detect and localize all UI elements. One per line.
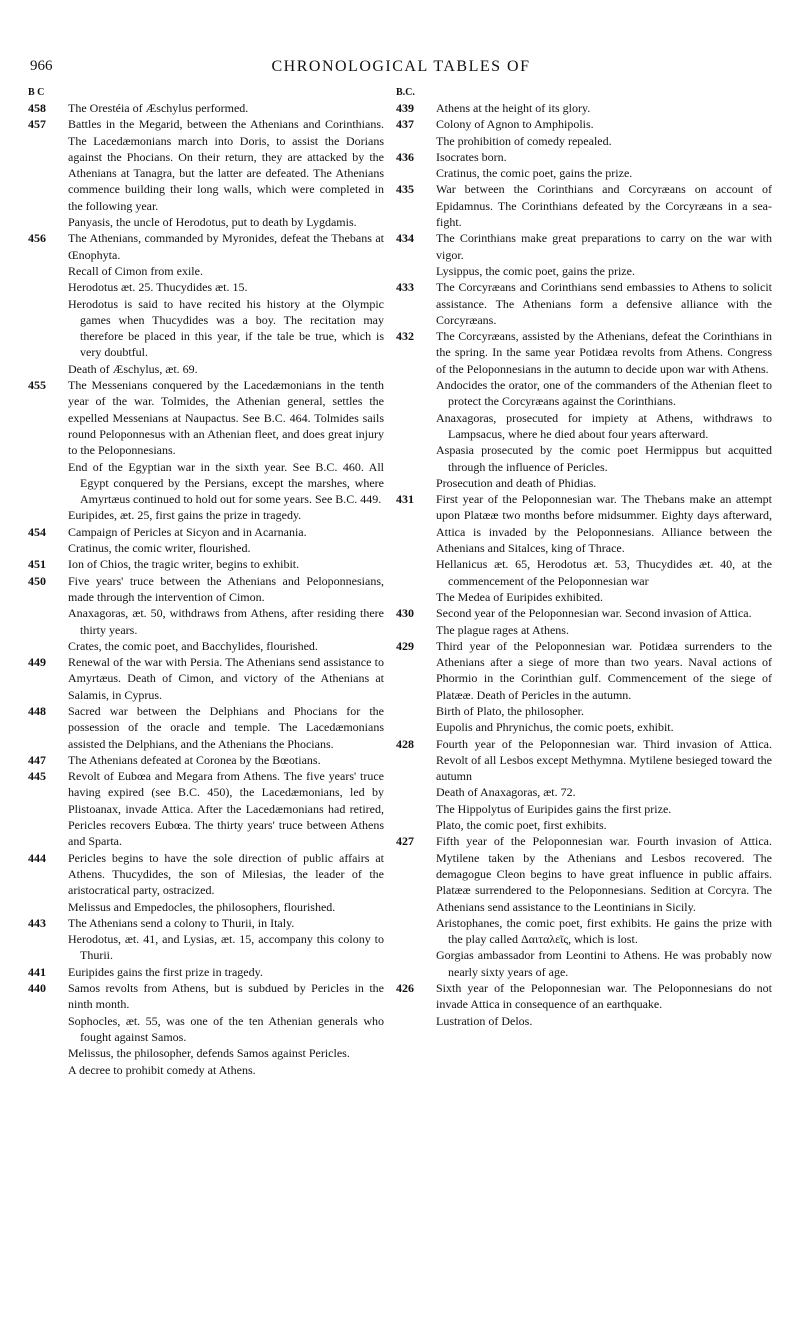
- entry-year: 431: [396, 492, 414, 507]
- entry-text: Revolt of Eubœa and Megara from Athens. The five years' truce having expired (see B.C. 450), the Lacedæmonians, led by Plistoanax, invade Attica. After the Lacedæmonians had retired, Pericles recovers Eubœa. The thirty years' truce between Athens and Sparta.: [68, 769, 384, 849]
- entry-year: 427: [396, 834, 414, 849]
- running-title: CHRONOLOGICAL TABLES OF: [271, 58, 531, 75]
- entry-subline: Cratinus, the comic writer, flourished.: [68, 541, 251, 556]
- entry-year: 455: [28, 378, 46, 393]
- entry-text: Five years' truce between the Athenians and Peloponnesians, made through the intervention of Cimon.: [68, 573, 384, 604]
- entry-year: 450: [28, 573, 46, 588]
- entry-subline: Melissus, the philosopher, defends Samos against Pericles.: [68, 1046, 350, 1061]
- entry-text: Battles in the Megarid, between the Athenians and Corinthians. The Lacedæmonians march into Doris, to assist the Dorians against the Phocians. On their return, they are attacked by the Athenians at Tanagra, but the latter are defeated. The Athenians commence building their long walls, which were completed in the following year.: [68, 117, 384, 213]
- entry-subline: Aristophanes, the comic poet, first exhibits. He gains the prize with the play called Δαιταλεῖς, which is lost.: [436, 915, 772, 947]
- chronology-entry: [28, 100, 384, 116]
- entry-year: 451: [28, 557, 46, 572]
- entry-text: The Athenians, commanded by Myronides, defeat the Thebans at Œnophyta.: [68, 231, 384, 262]
- entry-text: Isocrates born.: [436, 149, 507, 164]
- entry-year: 435: [396, 182, 414, 197]
- entry-year: 428: [396, 736, 414, 751]
- entry-text: The Orestéia of Æschylus performed.: [68, 101, 249, 115]
- chronology-entry: [28, 768, 384, 849]
- entry-text: Sacred war between the Delphians and Phocians for the possession of the oracle and temple. The Lacedæmonians assisted the Delphians, and the Athenians the Phocians.: [68, 703, 384, 751]
- chronology-entry: [28, 524, 384, 557]
- entry-text: Renewal of the war with Persia. The Athenians send assistance to Amyrtæus. Death of Cimon, and victory of the Athenians at Salamis, in Cyprus.: [68, 655, 384, 702]
- entry-text: The Athenians send a colony to Thurii, in Italy.: [68, 915, 295, 930]
- entry-year: 440: [28, 981, 46, 996]
- entry-text: The Corinthians make great preparations to carry on the war with vigor.: [436, 231, 772, 262]
- entry-year: 443: [28, 915, 46, 930]
- entry-year: 433: [396, 280, 414, 295]
- entry-subline: Birth of Plato, the philosopher.: [436, 703, 584, 718]
- entry-subline: Herodotus, æt. 41, and Lysias, æt. 15, accompany this colony to Thurii.: [68, 932, 384, 963]
- entry-year: 447: [28, 752, 46, 767]
- chronology-entry: [28, 573, 384, 654]
- entry-subline: Gorgias ambassador from Leontini to Athens. He was probably now nearly sixty years of age.: [436, 948, 772, 979]
- entry-year: 426: [396, 981, 414, 996]
- entry-subline: The plague rages at Athens.: [436, 622, 569, 637]
- entry-text: Samos revolts from Athens, but is subdued by Pericles in the ninth month.: [68, 981, 384, 1012]
- chronology-entry: [28, 230, 384, 377]
- chronology-entry: [28, 556, 384, 572]
- chronology-entry: [28, 915, 384, 964]
- left-entries: [28, 100, 384, 1078]
- entry-year: 458: [28, 101, 46, 115]
- entry-subline: End of the Egyptian war in the sixth year. See B.C. 460. All Egypt conquered by the Persians, except the marshes, where Amyrtæus continued to hold out for some years. See B.C. 449.: [68, 459, 384, 507]
- entry-subline: Anaxagoras, æt. 50, withdraws from Athens, after residing there thirty years.: [68, 606, 384, 637]
- entry-subline: Melissus and Empedocles, the philosophers, flourished.: [68, 899, 336, 914]
- right-column: [396, 86, 772, 1029]
- chronology-entry: [28, 980, 384, 1078]
- entry-subline: Eupolis and Phrynichus, the comic poets, exhibit.: [436, 720, 674, 735]
- entry-subline: Recall of Cimon from exile.: [68, 263, 203, 278]
- left-column-heading: B C: [28, 87, 45, 98]
- entry-text: The Athenians defeated at Coronea by the Bœotians.: [68, 752, 321, 767]
- entry-subline: Euripides, æt. 25, first gains the prize in tragedy.: [68, 508, 302, 523]
- entry-year: 436: [396, 149, 414, 164]
- entry-text: The Corcyræans, assisted by the Athenians, defeat the Corinthians in the spring. In the same year Potidæa revolts from Athens. Congress of the Peloponnesians in the autumn to decide upon war with Athens.: [436, 329, 772, 376]
- entry-text: Second year of the Peloponnesian war. Second invasion of Attica.: [436, 606, 752, 621]
- entry-year: 429: [396, 638, 414, 653]
- chronology-entry: [396, 833, 772, 980]
- entry-subline: A decree to prohibit comedy at Athens.: [68, 1062, 256, 1077]
- left-column: [28, 86, 384, 1078]
- chronology-entry: [396, 100, 772, 116]
- entry-year: 439: [396, 101, 414, 115]
- chronology-entry: [28, 850, 384, 915]
- entry-text: Athens at the height of its glory.: [436, 101, 591, 115]
- entry-subline: Cratinus, the comic poet, gains the prize.: [436, 166, 633, 181]
- entry-year: 454: [28, 524, 46, 539]
- entry-subline: Hellanicus æt. 65, Herodotus æt. 53, Thucydides æt. 40, at the commencement of the Peloponnesian war: [436, 557, 772, 588]
- entry-year: 441: [28, 964, 46, 979]
- entry-subline: Death of Æschylus, æt. 69.: [68, 361, 198, 376]
- entry-subline: Crates, the comic poet, and Bacchylides, flourished.: [68, 638, 318, 653]
- chronology-entry: [396, 980, 772, 1029]
- chronology-entry: [28, 654, 384, 703]
- entry-text: First year of the Peloponnesian war. The Thebans make an attempt upon Platææ two months before midsummer. Eighty days afterward, Attica is invaded by the Peloponnesians. Alliance between the Athenians and Sitalces, king of Thrace.: [436, 492, 772, 556]
- entry-year: 432: [396, 329, 414, 344]
- entry-subline: Plato, the comic poet, first exhibits.: [436, 818, 607, 833]
- entry-subline: Herodotus is said to have recited his history at the Olympic games when Thucydides was a boy. The recitation may therefore be placed in this year, if the tale be true, which is very doubtful.: [68, 296, 384, 360]
- entry-text: Fourth year of the Peloponnesian war. Third invasion of Attica. Revolt of all Lesbos except Methymna. Mytilene besieged toward the autumn: [436, 736, 772, 784]
- chronology-entry: [28, 703, 384, 752]
- entry-text: Pericles begins to have the sole direction of public affairs at Athens. Thucydides, the son of Milesias, the leader of the aristocratical party, ostracized.: [68, 850, 384, 898]
- page-header: [30, 58, 772, 82]
- right-column-heading: B.C.: [396, 87, 415, 98]
- entry-text: Third year of the Peloponnesian war. Potidæa surrenders to the Athenians after a siege of more than two years. Naval actions of Phormio in the Corinthian gulf. Commencement of the siege of Platææ. Death of Pericles in the autumn.: [436, 638, 772, 702]
- chronology-entry: [396, 116, 772, 149]
- entry-year: 445: [28, 769, 46, 784]
- chronology-entry: [396, 328, 772, 491]
- entry-year: 437: [396, 117, 414, 132]
- entry-text: Ion of Chios, the tragic writer, begins to exhibit.: [68, 557, 300, 572]
- entry-text: Campaign of Pericles at Sicyon and in Acarnania.: [68, 524, 307, 539]
- entry-subline: Panyasis, the uncle of Herodotus, put to death by Lygdamis.: [68, 215, 357, 230]
- entry-year: 444: [28, 850, 46, 865]
- chronology-entry: [396, 736, 772, 834]
- entry-year: 449: [28, 655, 46, 670]
- chronology-entry: [396, 149, 772, 182]
- entry-text: The Corcyræans and Corinthians send embassies to Athens to solicit assistance. The Athenians form a defensive alliance with the Corcyræans.: [436, 280, 772, 327]
- entry-year: 434: [396, 231, 414, 246]
- chronology-entry: [396, 279, 772, 328]
- chronology-entry: [396, 605, 772, 638]
- entry-year: 457: [28, 117, 46, 132]
- entry-text: Fifth year of the Peloponnesian war. Fourth invasion of Attica. Mytilene taken by the Athenians and Lesbos recovered. The demagogue Cleon begins to have great influence in public affairs. Platææ surrendered to the Peloponnesians. Sedition at Corcyra. The Athenians send assistance to the Leontinians in Sicily.: [436, 834, 772, 914]
- entry-subline: Lysippus, the comic poet, gains the prize.: [436, 263, 635, 278]
- entry-text: The Messenians conquered by the Lacedæmonians in the tenth year of the war. Tolmides, the Athenian general, settles the expelled Messenians at Naupactus. See B.C. 464. Tolmides sails round Peloponnesus with an Athenian fleet, and does great injury to the Peloponnesians.: [68, 378, 384, 458]
- entry-text: Sixth year of the Peloponnesian war. The Peloponnesians do not invade Attica in consequence of an earthquake.: [436, 981, 772, 1012]
- chronology-entry: [28, 377, 384, 524]
- entry-subline: Prosecution and death of Phidias.: [436, 475, 597, 490]
- chronology-entry: [28, 116, 384, 230]
- page-number: 966: [30, 58, 53, 74]
- right-entries: [396, 100, 772, 1029]
- entry-subline: Aspasia prosecuted by the comic poet Hermippus but acquitted through the influence of Pericles.: [436, 443, 772, 474]
- entry-subline: Herodotus æt. 25. Thucydides æt. 15.: [68, 280, 248, 295]
- entry-subline: The Hippolytus of Euripides gains the first prize.: [436, 801, 672, 816]
- entry-year: 456: [28, 231, 46, 246]
- entry-subline: The Medea of Euripides exhibited.: [436, 589, 603, 604]
- entry-text: Colony of Agnon to Amphipolis.: [436, 117, 594, 132]
- chronology-entry: [28, 964, 384, 980]
- entry-subline: Sophocles, æt. 55, was one of the ten Athenian generals who fought against Samos.: [68, 1013, 384, 1044]
- chronology-entry: [28, 752, 384, 768]
- entry-text: War between the Corinthians and Corcyræans on account of Epidamnus. The Corinthians defeated by the Corcyræans in a sea-fight.: [436, 182, 772, 230]
- entry-subline: Andocides the orator, one of the commanders of the Athenian fleet to protect the Corcyræans against the Corinthians.: [436, 378, 772, 409]
- chronology-entry: [396, 638, 772, 736]
- chronology-entry: [396, 230, 772, 279]
- entry-subline: Death of Anaxagoras, æt. 72.: [436, 785, 576, 800]
- entry-year: 448: [28, 703, 46, 718]
- entry-year: 430: [396, 606, 414, 621]
- chronology-entry: [396, 181, 772, 230]
- entry-text: Euripides gains the first prize in tragedy.: [68, 964, 263, 979]
- chronology-entry: [396, 491, 772, 605]
- entry-subline: Anaxagoras, prosecuted for impiety at Athens, withdraws to Lampsacus, where he died about four years afterward.: [436, 410, 772, 441]
- entry-subline: The prohibition of comedy repealed.: [436, 133, 612, 148]
- entry-subline: Lustration of Delos.: [436, 1013, 533, 1028]
